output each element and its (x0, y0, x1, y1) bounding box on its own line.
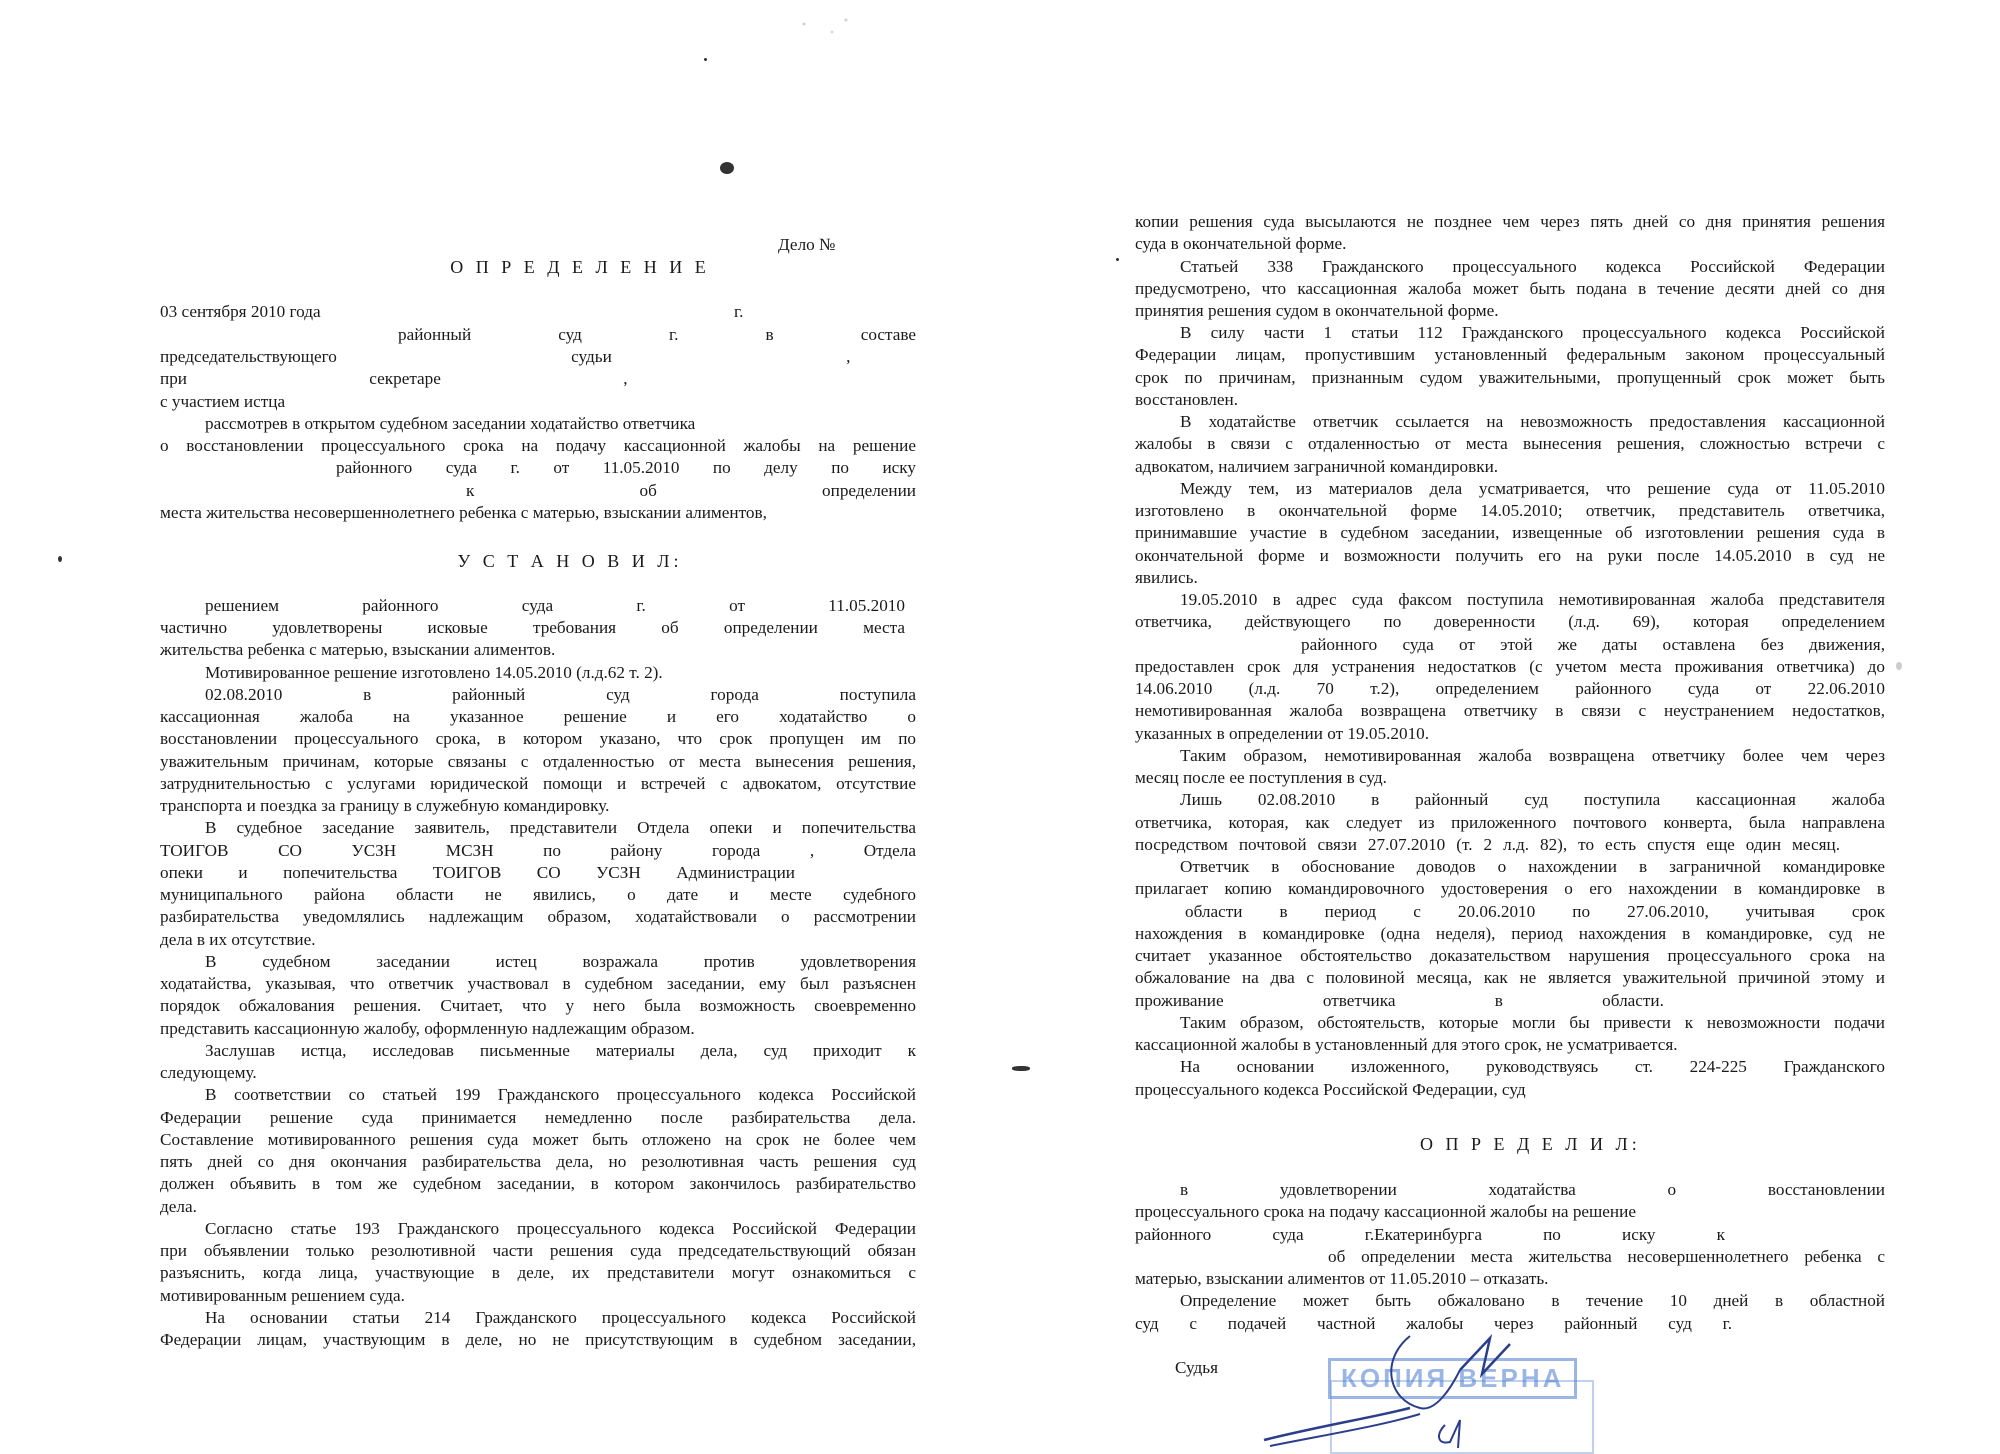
body-line: посредством почтовой связи 27.07.2010 (т. 2 л.д. 82), то есть спустя еще один месяц. (1135, 835, 1840, 854)
body-line: проживание ответчика в области. (1135, 991, 1664, 1010)
ink-speck (1896, 662, 1902, 670)
body-line: транспорта и поездка за границу в служебную командировку. (160, 796, 610, 815)
body-line: разъяснить, когда лица, участвующие в деле, их представители могут ознакомиться с (160, 1263, 916, 1282)
intro-line: при секретаре , (160, 369, 628, 388)
body-line: дела в их отсутствие. (160, 930, 316, 949)
document-title: О П Р Е Д Е Л Е Н И Е (450, 257, 710, 277)
body-line: Федерации лицам, пропустившим установленный федеральным законом процессуальный (1135, 345, 1885, 364)
intro-line: рассмотрев в открытом судебном заседании ходатайство ответчика (205, 414, 696, 433)
body-line: В силу части 1 статьи 112 Гражданского процессуального кодекса Российской (1180, 323, 1885, 342)
body-line: мотивированным решением суда. (160, 1286, 405, 1305)
ruling-line: об определении места жительства несовершеннолетнего ребенка с (1328, 1247, 1885, 1266)
body-line: районного суда от этой же даты оставлена без движения, (1301, 635, 1885, 654)
body-line: следующему. (160, 1063, 257, 1082)
body-line: восстановлении процессуального срока, в котором указано, что срок пропущен им по (160, 729, 916, 748)
body-line: Федерации лицам, участвующим в деле, но не присутствующим в судебном заседании, (160, 1330, 916, 1349)
body-line: Лишь 02.08.2010 в районный суд поступила кассационная жалоба (1180, 790, 1885, 809)
ink-speck (58, 556, 62, 562)
ruling-line: Определение может быть обжаловано в течение 10 дней в областной (1180, 1291, 1885, 1310)
body-line: явились. (1135, 568, 1198, 587)
judge-label: Судья (1175, 1358, 1219, 1377)
established-heading: У С Т А Н О В И Л: (457, 551, 683, 571)
body-line: жалобы в связи с отдаленностью от места вынесения решения, сложностью встречи с (1135, 434, 1885, 453)
body-line: изготовлено в окончательной форме 14.05.2010; ответчик, представитель ответчика, (1135, 501, 1885, 520)
body-line: 19.05.2010 в адрес суда факсом поступила немотивированная жалоба представителя (1180, 590, 1885, 609)
body-line: На основании статьи 214 Гражданского процессуального кодекса Российской (205, 1308, 916, 1327)
body-line: Мотивированное решение изготовлено 14.05.2010 (л.д.62 т. 2). (205, 663, 663, 682)
judge-signature (1260, 1330, 1560, 1453)
intro-line: места жительства несовершеннолетнего ребенка с матерью, взыскании алиментов, (160, 503, 767, 522)
body-line: копии решения суда высылаются не позднее чем через пять дней со дня принятия решения (1135, 212, 1885, 231)
body-line: указанных в определении от 19.05.2010. (1135, 724, 1430, 743)
body-line: области в период с 20.06.2010 по 27.06.2010, учитывая срок (1185, 902, 1885, 921)
body-line: 14.06.2010 (л.д. 70 т.2), определением районного суда от 22.06.2010 (1135, 679, 1885, 698)
body-line: дела. (160, 1197, 197, 1216)
body-line: должен объявить в том же судебном заседании, в котором закончилось разбирательство (160, 1174, 916, 1193)
body-line: частично удовлетворены исковые требования об определении места (160, 618, 905, 637)
body-line: В ходатайстве ответчик ссылается на невозможность предоставления кассационной (1180, 412, 1885, 431)
body-line: прилагает копию командировочного удостоверения о его нахождении в командировке в (1135, 879, 1885, 898)
body-line: ТОИГОВ СО УСЗН МСЗН по району города , Отдела (160, 841, 916, 860)
body-line: ходатайства, указывая, что ответчик участвовал в судебном заседании, ему был разъяснен (160, 974, 916, 993)
body-line: считает указанное обстоятельство доказательством нарушения процессуального срока на (1135, 946, 1885, 965)
body-line: кассационной жалобы в установленный для этого срок, не усматривается. (1135, 1035, 1678, 1054)
intro-line: с участием истца (160, 392, 286, 411)
ruling-line: процессуального срока на подачу кассационной жалобы на решение (1135, 1202, 1636, 1221)
ruling-line: матерью, взыскании алиментов от 11.05.2010 – отказать. (1135, 1269, 1549, 1288)
body-line: при объявлении только резолютивной части решения суда председательствующий обязан (160, 1241, 916, 1260)
body-line: Между тем, из материалов дела усматривается, что решение суда от 11.05.2010 (1180, 479, 1885, 498)
intro-line: районный суд г. в составе (398, 325, 916, 344)
ruling-line: районного суда г.Екатеринбурга по иску к (1135, 1225, 1725, 1244)
ink-speck (1116, 258, 1119, 261)
body-line: Таким образом, немотивированная жалоба возвращена ответчику более чем через (1180, 746, 1885, 765)
body-line: В судебном заседании истец возражала против удовлетворения (205, 952, 916, 971)
body-line: опеки и попечительства ТОИГОВ СО УСЗН Администрации (160, 863, 795, 882)
body-line: Федерации решение суда принимается немедленно после разбирательства дела. (160, 1108, 916, 1127)
body-line: суда в окончательной форме. (1135, 234, 1347, 253)
body-line: окончательной форме и возможности получить его на руки после 14.05.2010 в суд не (1135, 546, 1885, 565)
body-line: предусмотрено, что кассационная жалоба может быть подана в течение десяти дней со дня (1135, 279, 1885, 298)
body-line: уважительным причинам, которые связаны с отдаленностью от места вынесения решения, (160, 752, 916, 771)
intro-line: к об определении (466, 481, 916, 500)
body-line: жительства ребенка с матерью, взыскании алиментов. (160, 640, 556, 659)
body-line: муниципального района области не явились, о дате и месте судебного (160, 885, 916, 904)
left-page (0, 0, 1000, 1453)
body-line: разбирательства уведомлялись надлежащим образом, ходатайствовали о рассмотрении (160, 907, 916, 926)
body-line: ответчика, которая, как следует из приложенного почтового конверта, была направлена (1135, 813, 1885, 832)
body-line: Статьей 338 Гражданского процессуального кодекса Российской Федерации (1180, 257, 1885, 276)
body-line: Таким образом, обстоятельств, которые могли бы привести к невозможности подачи (1180, 1013, 1885, 1032)
body-line: порядок обжалования решения. Считает, что у него была возможность своевременно (160, 996, 916, 1015)
stamp-text: КОПИЯ ВЕРНА (1341, 1363, 1565, 1393)
body-line: представить кассационную жалобу, оформленную надлежащим образом. (160, 1019, 695, 1038)
ruled-heading: О П Р Е Д Е Л И Л: (1420, 1134, 1641, 1154)
body-line: срок по причинам, признанным судом уважительными, пропущенный срок может быть (1135, 368, 1885, 387)
intro-line: районного суда г. от 11.05.2010 по делу по иску (336, 458, 916, 477)
body-line: кассационная жалоба на указанное решение и его ходатайство о (160, 707, 916, 726)
scan-noise (790, 8, 860, 48)
body-line: пять дней со дня окончания разбирательства дела, но резолютивная часть решения суд (160, 1152, 916, 1171)
body-line: На основании изложенного, руководствуясь ст. 224-225 Гражданского (1180, 1057, 1885, 1076)
body-line: адвокатом, наличием заграничной командировки. (1135, 457, 1499, 476)
body-line: обжалование на два с половиной месяца, как не является уважительной причиной этому и (1135, 968, 1885, 987)
body-line: затруднительностью с услугами юридической помощи и встречей с адвокатом, отсутствие (160, 774, 916, 793)
body-line: принимавшие участие в судебном заседании, извещенные об изготовлении решения суда в (1135, 523, 1885, 542)
body-line: Ответчик в обоснование доводов о нахождении в заграничной командировке (1180, 857, 1885, 876)
body-line: В соответствии со статьей 199 Гражданского процессуального кодекса Российской (205, 1085, 916, 1104)
ruling-line: суд с подачей частной жалобы через районный суд г. (1135, 1314, 1732, 1333)
right-page (1000, 0, 2000, 1453)
body-line: месяц после ее поступления в суд. (1135, 768, 1387, 787)
body-line: нахождения в командировке (одна неделя), период нахождения в командировке, суд не (1135, 924, 1885, 943)
body-line: процессуального кодекса Российской Федерации, суд (1135, 1080, 1526, 1099)
body-line: восстановлен. (1135, 390, 1239, 409)
body-line: немотивированная жалоба возвращена ответчику в связи с неустранением недостатков, (1135, 701, 1885, 720)
body-line: В судебное заседание заявитель, представители Отдела опеки и попечительства (205, 818, 916, 837)
body-line: решением районного суда г. от 11.05.2010 (205, 596, 905, 615)
body-line: Заслушав истца, исследовав письменные материалы дела, суд приходит к (205, 1041, 916, 1060)
body-line: ответчика, действующего по доверенности (л.д. 69), которая определением (1135, 612, 1885, 631)
body-line: принятия решения судом в окончательной форме. (1135, 301, 1499, 320)
body-line: Согласно статье 193 Гражданского процессуального кодекса Российской Федерации (205, 1219, 916, 1238)
ink-blot (720, 162, 734, 174)
intro-line: председательствующего судьи , (160, 347, 851, 366)
case-number-label: Дело № (778, 235, 836, 254)
body-line: Составление мотивированного решения суда может быть отложено на срок не более чем (160, 1130, 916, 1149)
ink-speck (704, 58, 707, 61)
body-line: 02.08.2010 в районный суд города поступила (205, 685, 916, 704)
intro-line: о восстановлении процессуального срока на подачу кассационной жалобы на решение (160, 436, 916, 455)
ruling-line: в удовлетворении ходатайства о восстановлении (1180, 1180, 1885, 1199)
document-date: 03 сентября 2010 года (160, 302, 321, 321)
body-line: предоставлен срок для устранения недостатков (с учетом места проживания ответчика) до (1135, 657, 1885, 676)
city-abbr: г. (734, 302, 744, 321)
